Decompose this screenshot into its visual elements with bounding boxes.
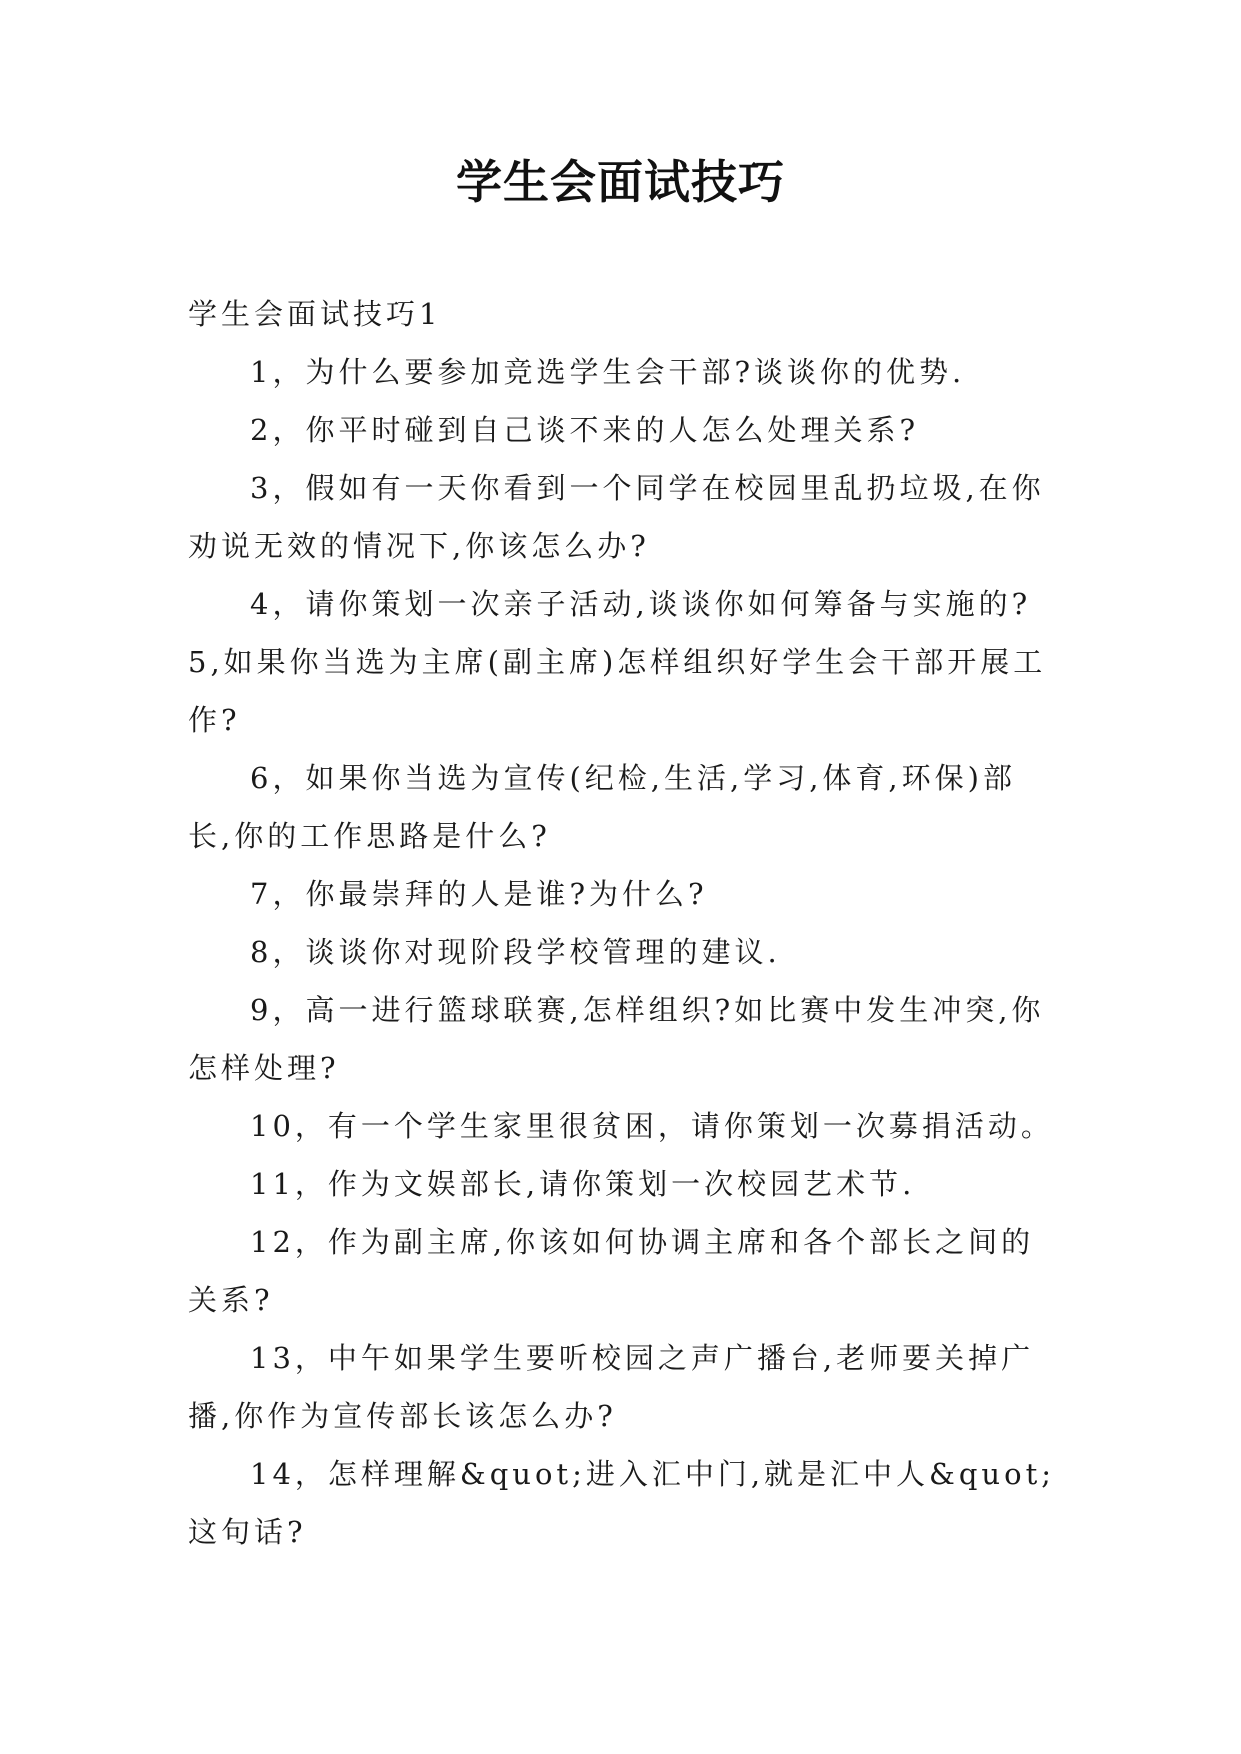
section-heading: 学生会面试技巧1 <box>188 297 442 331</box>
question-item: 11，作为文娱部长,请你策划一次校园艺术节. <box>250 1167 916 1201</box>
question-item: 10，有一个学生家里很贫困，请你策划一次募捐活动。 <box>250 1109 1054 1143</box>
question-item: 8，谈谈你对现阶段学校管理的建议. <box>250 935 781 969</box>
question-item: 14，怎样理解&quot;进入汇中门,就是汇中人&quot;这句话? <box>188 1457 1055 1549</box>
question-item: 12，作为副主席,你该如何协调主席和各个部长之间的关系? <box>188 1225 1035 1317</box>
question-item: 5,如果你当选为主席(副主席)怎样组织好学生会干部开展工作? <box>188 645 1047 737</box>
question-item: 4，请你策划一次亲子活动,谈谈你如何筹备与实施的? <box>250 587 1032 621</box>
question-item: 9，高一进行篮球联赛,怎样组织?如比赛中发生冲突,你怎样处理? <box>188 993 1045 1085</box>
question-item: 13，中午如果学生要听校园之声广播台,老师要关掉广播,你作为宣传部长该怎么办? <box>188 1341 1035 1433</box>
question-item: 6，如果你当选为宣传(纪检,生活,学习,体育,环保)部长,你的工作思路是什么? <box>188 761 1016 853</box>
question-item: 1，为什么要参加竞选学生会干部?谈谈你的优势. <box>250 355 966 389</box>
question-item: 3，假如有一天你看到一个同学在校园里乱扔垃圾,在你劝说无效的情况下,你该怎么办? <box>188 471 1045 563</box>
question-item: 7，你最崇拜的人是谁?为什么? <box>250 877 708 911</box>
question-item: 2，你平时碰到自己谈不来的人怎么处理关系? <box>250 413 919 447</box>
document-body <box>188 285 1056 1561</box>
document-title: 学生会面试技巧 <box>456 155 785 209</box>
